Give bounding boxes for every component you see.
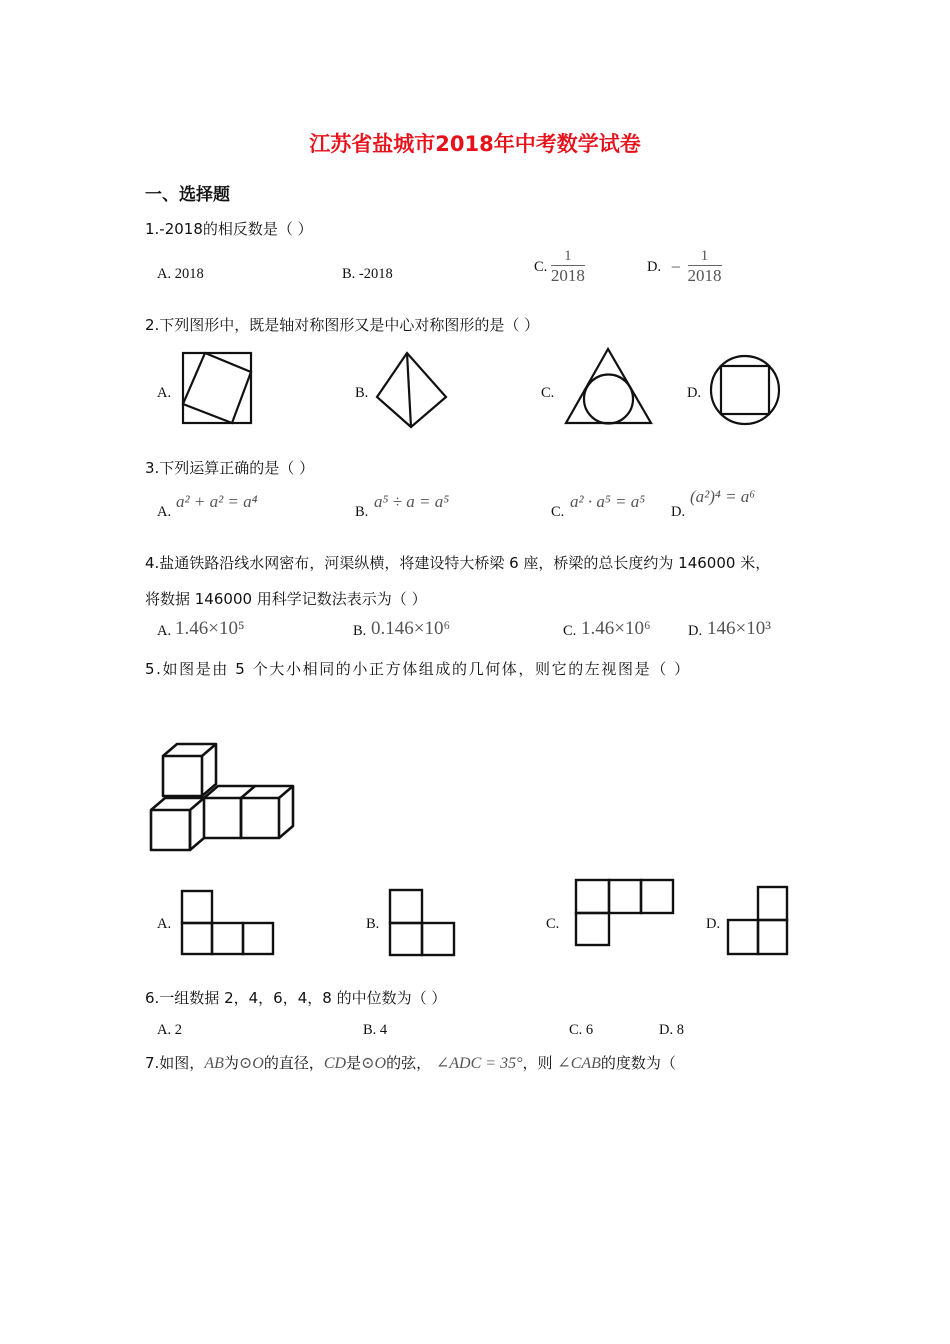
question-4-stem-line2: 将数据 146000 用科学记数法表示为（ ） bbox=[145, 590, 427, 608]
q4-option-a-value: 1.46×10⁵ bbox=[175, 618, 245, 639]
q3-option-b-expression: a⁵ ÷ a = a⁵ bbox=[374, 492, 450, 511]
q2-figure-b-pyramid bbox=[374, 351, 450, 431]
q4-option-c-value: 1.46×10⁶ bbox=[581, 618, 651, 639]
exam-title: 江苏省盐城市2018年中考数学试卷 bbox=[309, 132, 641, 156]
q1-option-c bbox=[534, 248, 585, 286]
q5-label-b: B. bbox=[366, 916, 380, 932]
q3-option-d-expression: (a²)⁴ = a⁶ bbox=[690, 487, 756, 506]
question-7-stem bbox=[145, 1052, 676, 1073]
q3-option-a-expression: a² + a² = a⁴ bbox=[176, 492, 258, 511]
q6-option-a: A. 2 bbox=[157, 1022, 182, 1038]
q1-option-d-fraction bbox=[688, 248, 722, 286]
q4-label-b: B. bbox=[353, 623, 367, 639]
q7-angle-cab: ∠CAB bbox=[557, 1055, 601, 1072]
q1-d-minus-sign: − bbox=[670, 256, 681, 277]
q7-circle-o-2: ⊙O bbox=[361, 1055, 387, 1072]
q5-label-a: A. bbox=[157, 916, 172, 932]
q3-label-d: D. bbox=[671, 504, 686, 520]
q5-cube-solid-figure bbox=[148, 740, 300, 856]
q2-figure-d-square-in-circle bbox=[708, 353, 782, 427]
q5-view-c bbox=[574, 878, 676, 948]
question-3-stem: 3.下列运算正确的是（ ） bbox=[145, 459, 315, 477]
question-5-stem: 5.如图是由 5 个大小相同的小正方体组成的几何体，则它的左视图是（ ） bbox=[145, 660, 691, 678]
q7-text-7: 的度数为（ bbox=[600, 1054, 676, 1072]
q1-option-d bbox=[647, 248, 722, 286]
q7-text-4: 是 bbox=[346, 1054, 362, 1072]
question-2-stem: 2.下列图形中，既是轴对称图形又是中心对称图形的是（ ） bbox=[145, 316, 540, 334]
q3-label-b: B. bbox=[355, 504, 369, 520]
q1-option-c-fraction bbox=[551, 248, 585, 286]
q5-view-d bbox=[726, 885, 790, 957]
q7-circle-o: ⊙O bbox=[238, 1055, 264, 1072]
q2-label-c: C. bbox=[541, 385, 555, 401]
q7-cd: CD bbox=[323, 1055, 347, 1072]
q2-figure-a-square-in-square bbox=[180, 350, 254, 426]
q7-text-1: 7.如图， bbox=[145, 1054, 205, 1072]
q7-text-5: 的弦， bbox=[386, 1054, 432, 1072]
q6-option-c: C. 6 bbox=[569, 1022, 594, 1038]
q3-label-a: A. bbox=[157, 504, 172, 520]
q2-label-b: B. bbox=[355, 385, 369, 401]
question-4-stem-line1: 4.盐通铁路沿线水网密布，河渠纵横，将建设特大桥梁 6 座，桥梁的总长度约为 146000 米， bbox=[145, 554, 771, 572]
q1-d-denominator: 2018 bbox=[687, 266, 722, 285]
q1-d-numerator: 1 bbox=[688, 248, 722, 266]
q5-label-c: C. bbox=[546, 916, 560, 932]
q4-option-d-value: 146×10³ bbox=[707, 618, 771, 639]
q7-text-3: 的直径， bbox=[263, 1054, 324, 1072]
q5-view-a bbox=[180, 889, 276, 957]
q7-ab: AB bbox=[204, 1055, 224, 1072]
q2-figure-c-triangle-incircle bbox=[563, 346, 657, 426]
q6-option-b: B. 4 bbox=[363, 1022, 388, 1038]
q2-label-d: D. bbox=[687, 385, 702, 401]
q1-c-denominator: 2018 bbox=[550, 266, 585, 285]
q3-option-c-expression: a² · a⁵ = a⁵ bbox=[570, 492, 646, 511]
q1-c-numerator: 1 bbox=[551, 248, 585, 266]
q4-label-a: A. bbox=[157, 623, 172, 639]
question-6-stem: 6.一组数据 2，4，6，4，8 的中位数为（ ） bbox=[145, 989, 447, 1007]
question-1-stem: 1.-2018的相反数是（ ） bbox=[145, 220, 313, 238]
q7-angle-adc: ∠ADC = 35° bbox=[435, 1055, 523, 1072]
q1-option-c-label: C. bbox=[534, 258, 548, 275]
q5-label-d: D. bbox=[706, 916, 721, 932]
q1-option-b: B. -2018 bbox=[342, 266, 393, 282]
q3-label-c: C. bbox=[551, 504, 565, 520]
q4-label-c: C. bbox=[563, 623, 577, 639]
q6-option-d: D. 8 bbox=[659, 1022, 684, 1038]
q5-view-b bbox=[388, 888, 458, 958]
q4-option-b-value: 0.146×10⁶ bbox=[371, 618, 451, 639]
q1-option-a: A. 2018 bbox=[157, 266, 204, 282]
q7-text-2: 为 bbox=[223, 1054, 239, 1072]
q2-label-a: A. bbox=[157, 385, 172, 401]
q1-option-d-label: D. bbox=[647, 258, 662, 275]
q7-text-6: ，则 bbox=[522, 1054, 553, 1072]
section-heading: 一、选择题 bbox=[145, 185, 230, 205]
q4-label-d: D. bbox=[688, 623, 703, 639]
